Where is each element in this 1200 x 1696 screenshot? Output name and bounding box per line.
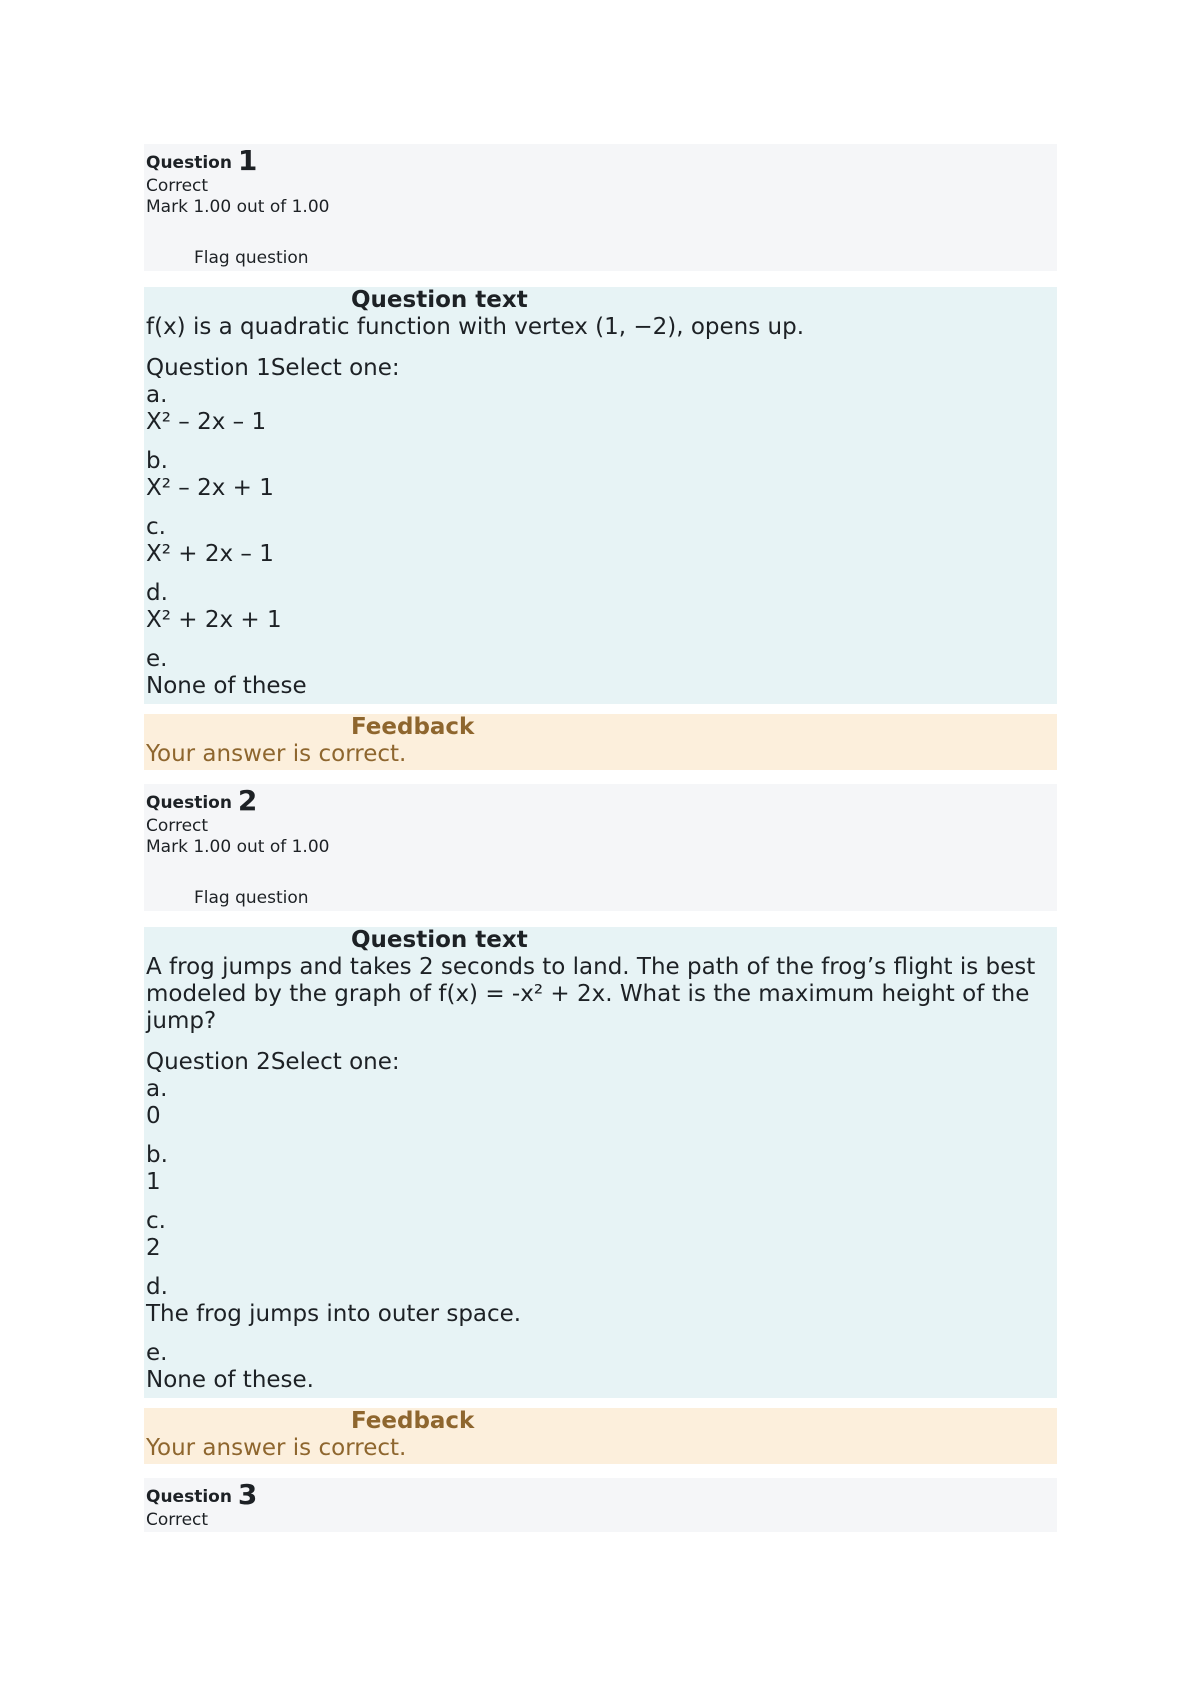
flag-question-link[interactable]: Flag question	[194, 888, 309, 908]
option-letter: b.	[146, 448, 168, 474]
question-3-heading	[146, 1478, 1055, 1511]
answer-list	[146, 1076, 1055, 1394]
option-letter: a.	[146, 1076, 168, 1102]
option-text: 1	[146, 1169, 161, 1195]
answer-list	[146, 382, 1055, 700]
answer-option-d[interactable]	[146, 1274, 1055, 1328]
option-letter: c.	[146, 1208, 166, 1234]
feedback-heading: Feedback	[351, 1408, 475, 1434]
feedback-heading: Feedback	[351, 714, 475, 740]
feedback-text: Your answer is correct.	[146, 741, 407, 767]
option-text: X² – 2x – 1	[146, 409, 267, 435]
answer-option-a[interactable]	[146, 1076, 1055, 1130]
question-text: A frog jumps and takes 2 seconds to land. The path of the frog’s flight is best modeled by the graph of f(x) = -x² + 2x. What is the maximum height of the jump?	[146, 954, 1036, 1034]
answer-prompt: Question 1Select one:	[146, 355, 400, 381]
question-mark: Mark 1.00 out of 1.00	[146, 837, 330, 857]
answer-option-c[interactable]	[146, 1208, 1055, 1262]
option-text: X² + 2x – 1	[146, 541, 274, 567]
answer-option-e[interactable]	[146, 1340, 1055, 1394]
answer-prompt: Question 2Select one:	[146, 1049, 400, 1075]
question-2-formulation	[144, 927, 1057, 1398]
answer-option-b[interactable]	[146, 448, 1055, 502]
answer-option-d[interactable]	[146, 580, 1055, 634]
answer-option-e[interactable]	[146, 646, 1055, 700]
question-1-feedback	[144, 714, 1057, 770]
question-label: Question	[146, 153, 232, 173]
question-label: Question	[146, 793, 232, 813]
question-number: 1	[237, 144, 258, 177]
option-text: X² + 2x + 1	[146, 607, 282, 633]
question-state: Correct	[146, 176, 209, 196]
answer-option-b[interactable]	[146, 1142, 1055, 1196]
answer-option-a[interactable]	[146, 382, 1055, 436]
quiz-review-page	[144, 144, 1057, 1532]
question-text-heading: Question text	[351, 927, 528, 953]
question-2-feedback	[144, 1408, 1057, 1464]
question-1-formulation	[144, 287, 1057, 704]
option-text: None of these	[146, 673, 307, 699]
question-text: f(x) is a quadratic function with vertex (1, −2), opens up.	[146, 314, 805, 340]
feedback-text: Your answer is correct.	[146, 1435, 407, 1461]
question-label: Question	[146, 1487, 232, 1507]
answer-option-c[interactable]	[146, 514, 1055, 568]
option-text: X² – 2x + 1	[146, 475, 274, 501]
option-letter: d.	[146, 580, 168, 606]
question-number: 2	[237, 784, 258, 817]
question-state: Correct	[146, 816, 209, 836]
option-text: The frog jumps into outer space.	[146, 1301, 522, 1327]
question-state: Correct	[146, 1510, 209, 1530]
option-letter: c.	[146, 514, 166, 540]
option-text: None of these.	[146, 1367, 314, 1393]
question-1-info	[144, 144, 1057, 271]
question-2-info	[144, 784, 1057, 911]
question-3-info	[144, 1478, 1057, 1532]
flag-question-link[interactable]: Flag question	[194, 248, 309, 268]
question-text-heading: Question text	[351, 287, 528, 313]
question-mark: Mark 1.00 out of 1.00	[146, 197, 330, 217]
question-2-heading	[146, 784, 1055, 817]
option-text: 0	[146, 1103, 161, 1129]
option-letter: b.	[146, 1142, 168, 1168]
option-letter: d.	[146, 1274, 168, 1300]
option-letter: a.	[146, 382, 168, 408]
option-letter: e.	[146, 646, 168, 672]
option-letter: e.	[146, 1340, 168, 1366]
question-1-heading	[146, 144, 1055, 177]
option-text: 2	[146, 1235, 161, 1261]
question-number: 3	[237, 1478, 258, 1511]
